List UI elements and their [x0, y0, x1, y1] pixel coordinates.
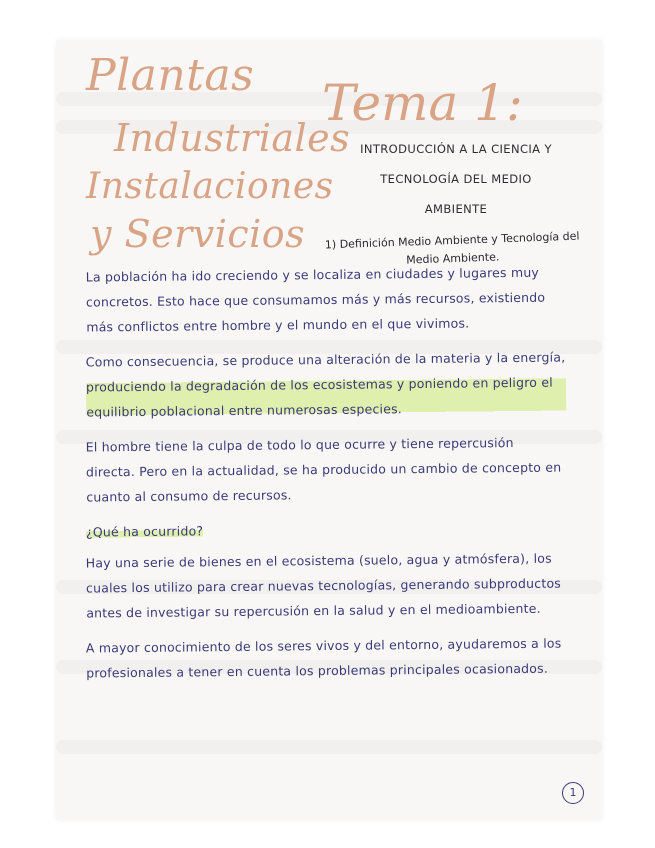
notebook-page	[56, 40, 602, 820]
paragraph-hombre: El hombre tiene la culpa de todo lo que ocurre y tiene repercusión directa. Pero en la actualidad, se ha producido un cambio de concepto en cuanto al consumo de recursos.	[85, 435, 562, 505]
tema-heading: Tema 1:	[322, 74, 523, 132]
question-text: ¿Qué ha ocurrido?	[85, 523, 204, 540]
title-line-industriales: Industriales	[114, 116, 351, 160]
title-line-instalaciones: Instalaciones	[86, 166, 334, 207]
paragraph-poblacion: La población ha ido creciendo y se localiza en ciudades y lugares muy concretos. Esto hace que consumamos más y más recursos, existiendo más conflictos entre hombre y el mundo en el que vivimos.	[85, 264, 546, 335]
title-line-servicios: y Servicios	[90, 212, 306, 256]
page-number: 1	[562, 782, 584, 804]
paragraph-bienes: Hay una serie de bienes en el ecosistema (suelo, agua y atmósfera), los cuales los utilizo para crear nuevas tecnologías, generando subproductos antes de investigar su repercusión en la salud y en el medioambiente.	[85, 550, 562, 621]
title-line-plantas: Plantas	[86, 50, 255, 101]
notes-body	[86, 262, 566, 693]
paragraph-conocimiento: A mayor conocimiento de los seres vivos y del entorno, ayudaremos a los profesionales a tener en cuenta los problemas principales ocasionados.	[85, 635, 562, 681]
tema-subtitle: INTRODUCCIÓN A LA CIENCIA Y TECNOLOGÍA DEL MEDIO AMBIENTE	[360, 142, 552, 216]
section-heading: 1) Definición Medio Ambiente y Tecnología del Medio Ambiente.	[324, 229, 580, 267]
paragraph-consecuencia: Como consecuencia, se produce una alteración de la materia y la energía, produciendo la degradación de los ecosistemas y poniendo en peligro el equilibrio poblacional entre numerosas especies.	[86, 344, 567, 424]
question-heading	[86, 514, 566, 544]
